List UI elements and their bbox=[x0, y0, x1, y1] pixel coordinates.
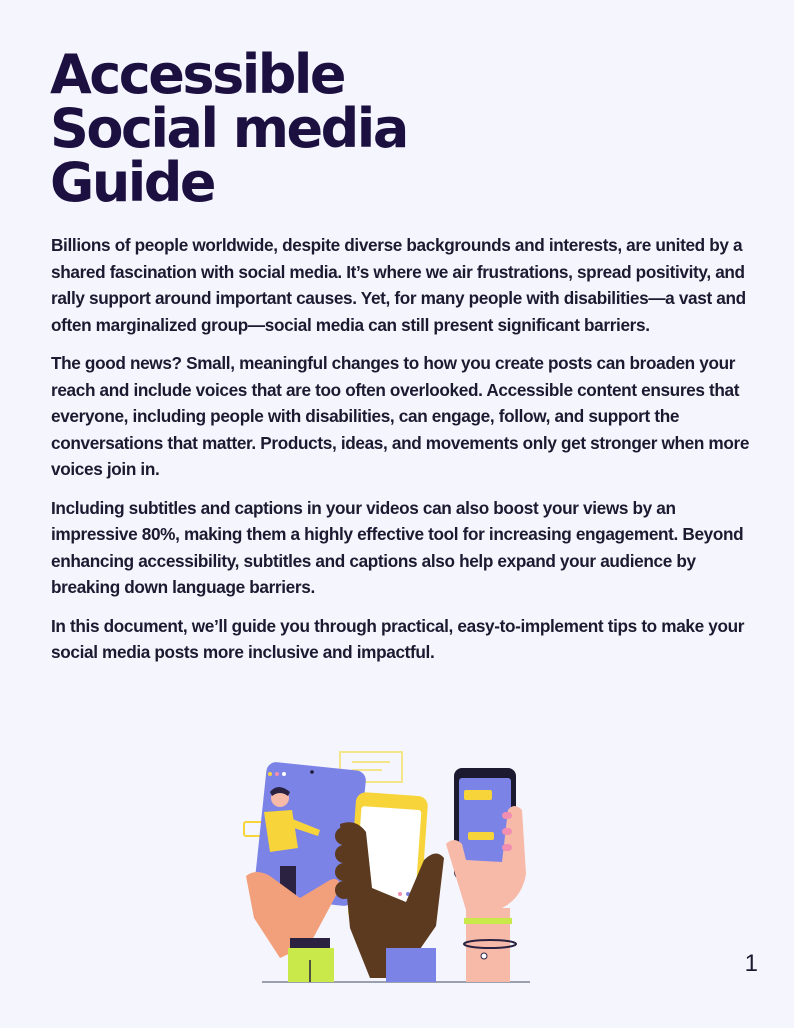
body-text bbox=[51, 232, 756, 678]
paragraph-subtitles: Including subtitles and captions in your videos can also boost your views by an impressive 80%, making them a highly effective tool for increasing engagement. Beyond enhancing accessibility, subtitles and captions also help expand your audience by breaking down language barriers. bbox=[51, 497, 744, 597]
page-number: 1 bbox=[744, 950, 758, 977]
paragraph-document-intro: In this document, we’ll guide you through practical, easy-to-implement tips to make your social media posts more inclusive and impactful. bbox=[51, 615, 745, 662]
paragraph-intro: Billions of people worldwide, despite diverse backgrounds and interests, are united by a shared fascination with social media. It’s where we air frustrations, spread positivity, and rally support around important causes. Yet, for many people with disabilities—a vast and often marginalized group—social media can still present significant barriers. bbox=[51, 235, 746, 335]
title-line-1: Accessible bbox=[50, 43, 345, 106]
title-line-2: Social media bbox=[50, 97, 407, 160]
title-line-3: Guide bbox=[50, 151, 215, 214]
hands-holding-phones-illustration bbox=[240, 748, 540, 988]
page-title bbox=[50, 43, 470, 214]
paragraph-good-news: The good news? Small, meaningful changes to how you create posts can broaden your reach and include voices that are too often overlooked. Accessible content ensures that everyone, including people with disabilities, can engage, follow, and support the conversations that matter. Products, ideas, and movements only get stronger when more voices join in. bbox=[51, 353, 750, 479]
